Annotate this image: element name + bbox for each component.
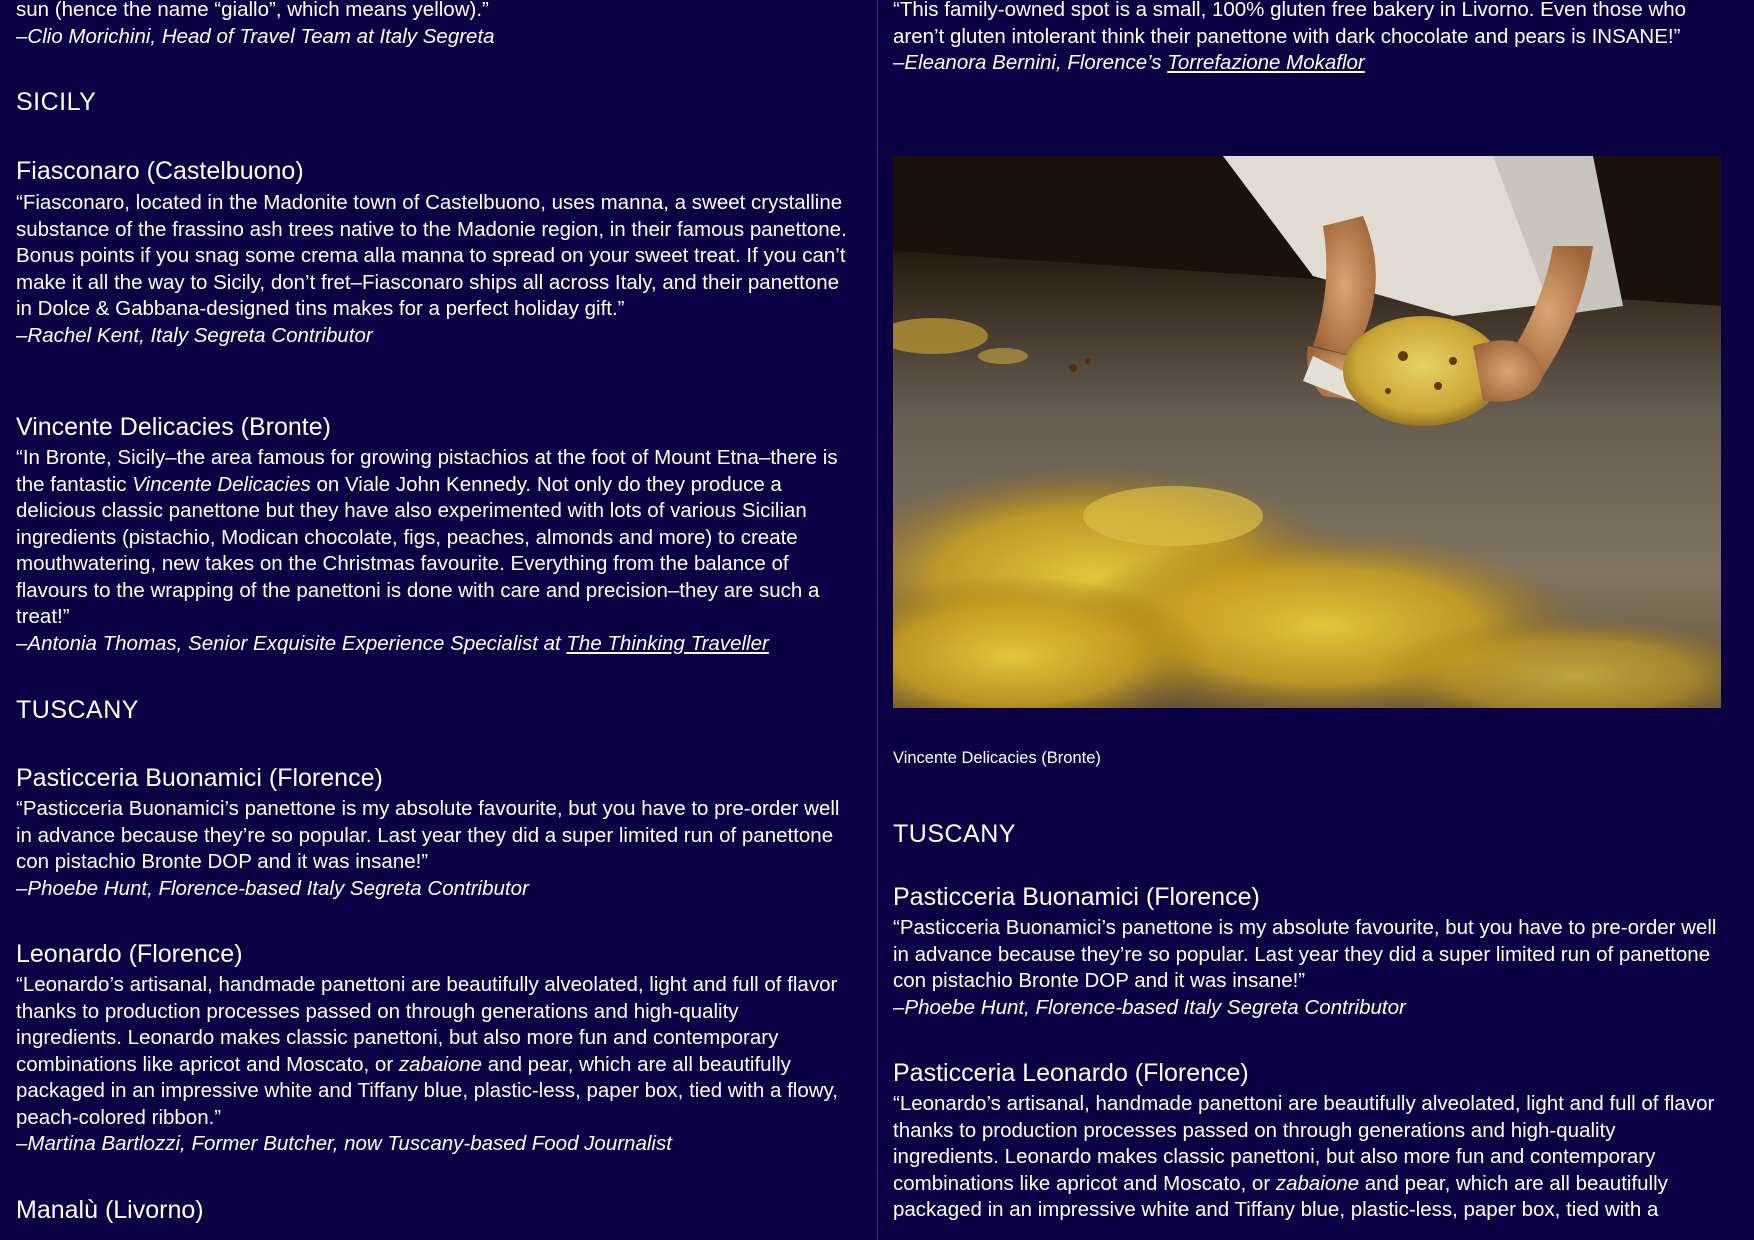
shop-title-manalu: Manalù (Livorno)	[16, 1196, 204, 1224]
entry-manalu-continued	[893, 0, 1723, 77]
photo-caption: Vincente Delicacies (Bronte)	[893, 749, 1101, 767]
quote-emphasis: Vincente Delicacies	[132, 472, 311, 496]
quote-part: and pear, which are all beautifully packaged in an impressive white and Tiffany blue, plastic-less, paper box, tied with a	[893, 1171, 1668, 1221]
panettone-dough-photo	[893, 156, 1721, 708]
shop-attribution: –Phoebe Hunt, Florence-based Italy Segreta Contributor	[16, 876, 529, 900]
shop-attribution	[893, 50, 1723, 77]
entry-vincente	[16, 412, 848, 657]
quote-part: “Leonardo’s artisanal, handmade panettoni are beautifully alveolated, light and full of flavor thanks to production processes passed on through generations and high-quality ingredients. Leonardo makes classic panettoni, but also more fun and contemporary combinations like apricot and Moscato, or	[893, 1092, 1715, 1195]
quote-part: on Viale John Kennedy. Not only do they produce a delicious classic panettone but they have also experimented with lots of various Sicilian ingredients (pistachio, Modican chocolate, figs, peaches, almonds and more) to create mouthwatering, new takes on the Christmas favourite. Everything from the balance of flavours to the wrapping of the panettoni is done with care and precision–they are such a treat!”	[16, 472, 820, 628]
torrefazione-mokaflor-link[interactable]: Torrefazione Mokaflor	[1167, 51, 1365, 74]
quote-emphasis: zabaione	[1275, 1171, 1360, 1195]
shop-quote	[16, 445, 848, 631]
shop-title: Pasticceria Buonamici (Florence)	[893, 883, 1260, 911]
quote-part: and pear, which are all beautifully packaged in an impressive white and Tiffany blue, plastic-less, paper box, tied with a flowy, peach-colored ribbon.”	[16, 1052, 838, 1129]
left-column	[16, 0, 848, 1240]
entry-leonardo	[893, 1058, 1723, 1224]
shop-attribution: –Phoebe Hunt, Florence-based Italy Segreta Contributor	[893, 995, 1406, 1019]
shop-quote: “Fiasconaro, located in the Madonite town of Castelbuono, uses manna, a sweet crystalline substance of the frassino ash trees native to the Madonie region, in their famous panettone. Bonus points if you snag some crema alla manna to spread on your sweet treat. If you can’t make it all the way to Sicily, don’t fret–Fiasconaro ships all across Italy, and their panettone in Dolce & Gabbana-designed tins makes for a perfect holiday gift.”	[16, 191, 847, 320]
intro-quote-tail: sun (hence the name “giallo”, which means yellow).”	[16, 0, 489, 21]
shop-title: Pasticceria Leonardo (Florence)	[893, 1059, 1249, 1087]
shop-title: Vincente Delicacies (Bronte)	[16, 413, 331, 441]
thinking-traveller-link[interactable]: The Thinking Traveller	[566, 631, 769, 655]
region-heading-tuscany: TUSCANY	[16, 696, 139, 724]
shop-attribution: –Rachel Kent, Italy Segreta Contributor	[16, 323, 373, 347]
quote-part: “In Bronte, Sicily–the area famous for growing pistachios at the foot of Mount Etna–there is the fantastic	[16, 446, 838, 496]
entry-fiasconaro	[16, 156, 848, 349]
attribution-text: –Eleanora Bernini, Florence’s	[893, 51, 1168, 74]
entry-leonardo	[16, 939, 848, 1158]
shop-attribution: –Martina Bartlozzi, Former Butcher, now Tuscany-based Food Journalist	[16, 1132, 672, 1155]
right-column	[893, 0, 1723, 1240]
shop-title: Pasticceria Buonamici (Florence)	[16, 764, 383, 792]
entry-buonamici	[16, 763, 848, 902]
column-divider	[877, 0, 878, 1240]
shop-quote	[16, 972, 848, 1131]
shop-title: Fiasconaro (Castelbuono)	[16, 157, 304, 185]
shop-quote: “Pasticceria Buonamici’s panettone is my absolute favourite, but you have to pre-order well in advance because they’re so popular. Last year they did a super limited run of panettone con pistachio Bronte DOP and it was insane!”	[893, 916, 1717, 992]
shop-quote: “This family-owned spot is a small, 100% gluten free bakery in Livorno. Even those who aren’t gluten intolerant think their panettone with dark chocolate and pears is INSANE!”	[893, 0, 1687, 48]
quote-emphasis: zabaione	[398, 1052, 483, 1076]
shop-quote: “Pasticceria Buonamici’s panettone is my absolute favourite, but you have to pre-order well in advance because they’re so popular. Last year they did a super limited run of panettone con pistachio Bronte DOP and it was insane!”	[16, 797, 840, 873]
region-heading-sicily: SICILY	[16, 88, 97, 116]
attribution-text: –Antonia Thomas, Senior Exquisite Experience Specialist at	[16, 631, 567, 655]
entry-buonamici	[893, 882, 1723, 1021]
quote-part: “Leonardo’s artisanal, handmade panettoni are beautifully alveolated, light and full of flavor thanks to production processes passed on through generations and high-quality ingredients. Leonardo makes classic panettoni, but also more fun and contemporary combinations like apricot and Moscato, or	[16, 973, 838, 1076]
region-heading-tuscany: TUSCANY	[893, 820, 1016, 848]
intro-attribution: –Clio Morichini, Head of Travel Team at Italy Segreta	[16, 24, 495, 48]
shop-title: Leonardo (Florence)	[16, 940, 243, 968]
shop-quote	[893, 1091, 1723, 1224]
shop-attribution	[16, 631, 848, 658]
